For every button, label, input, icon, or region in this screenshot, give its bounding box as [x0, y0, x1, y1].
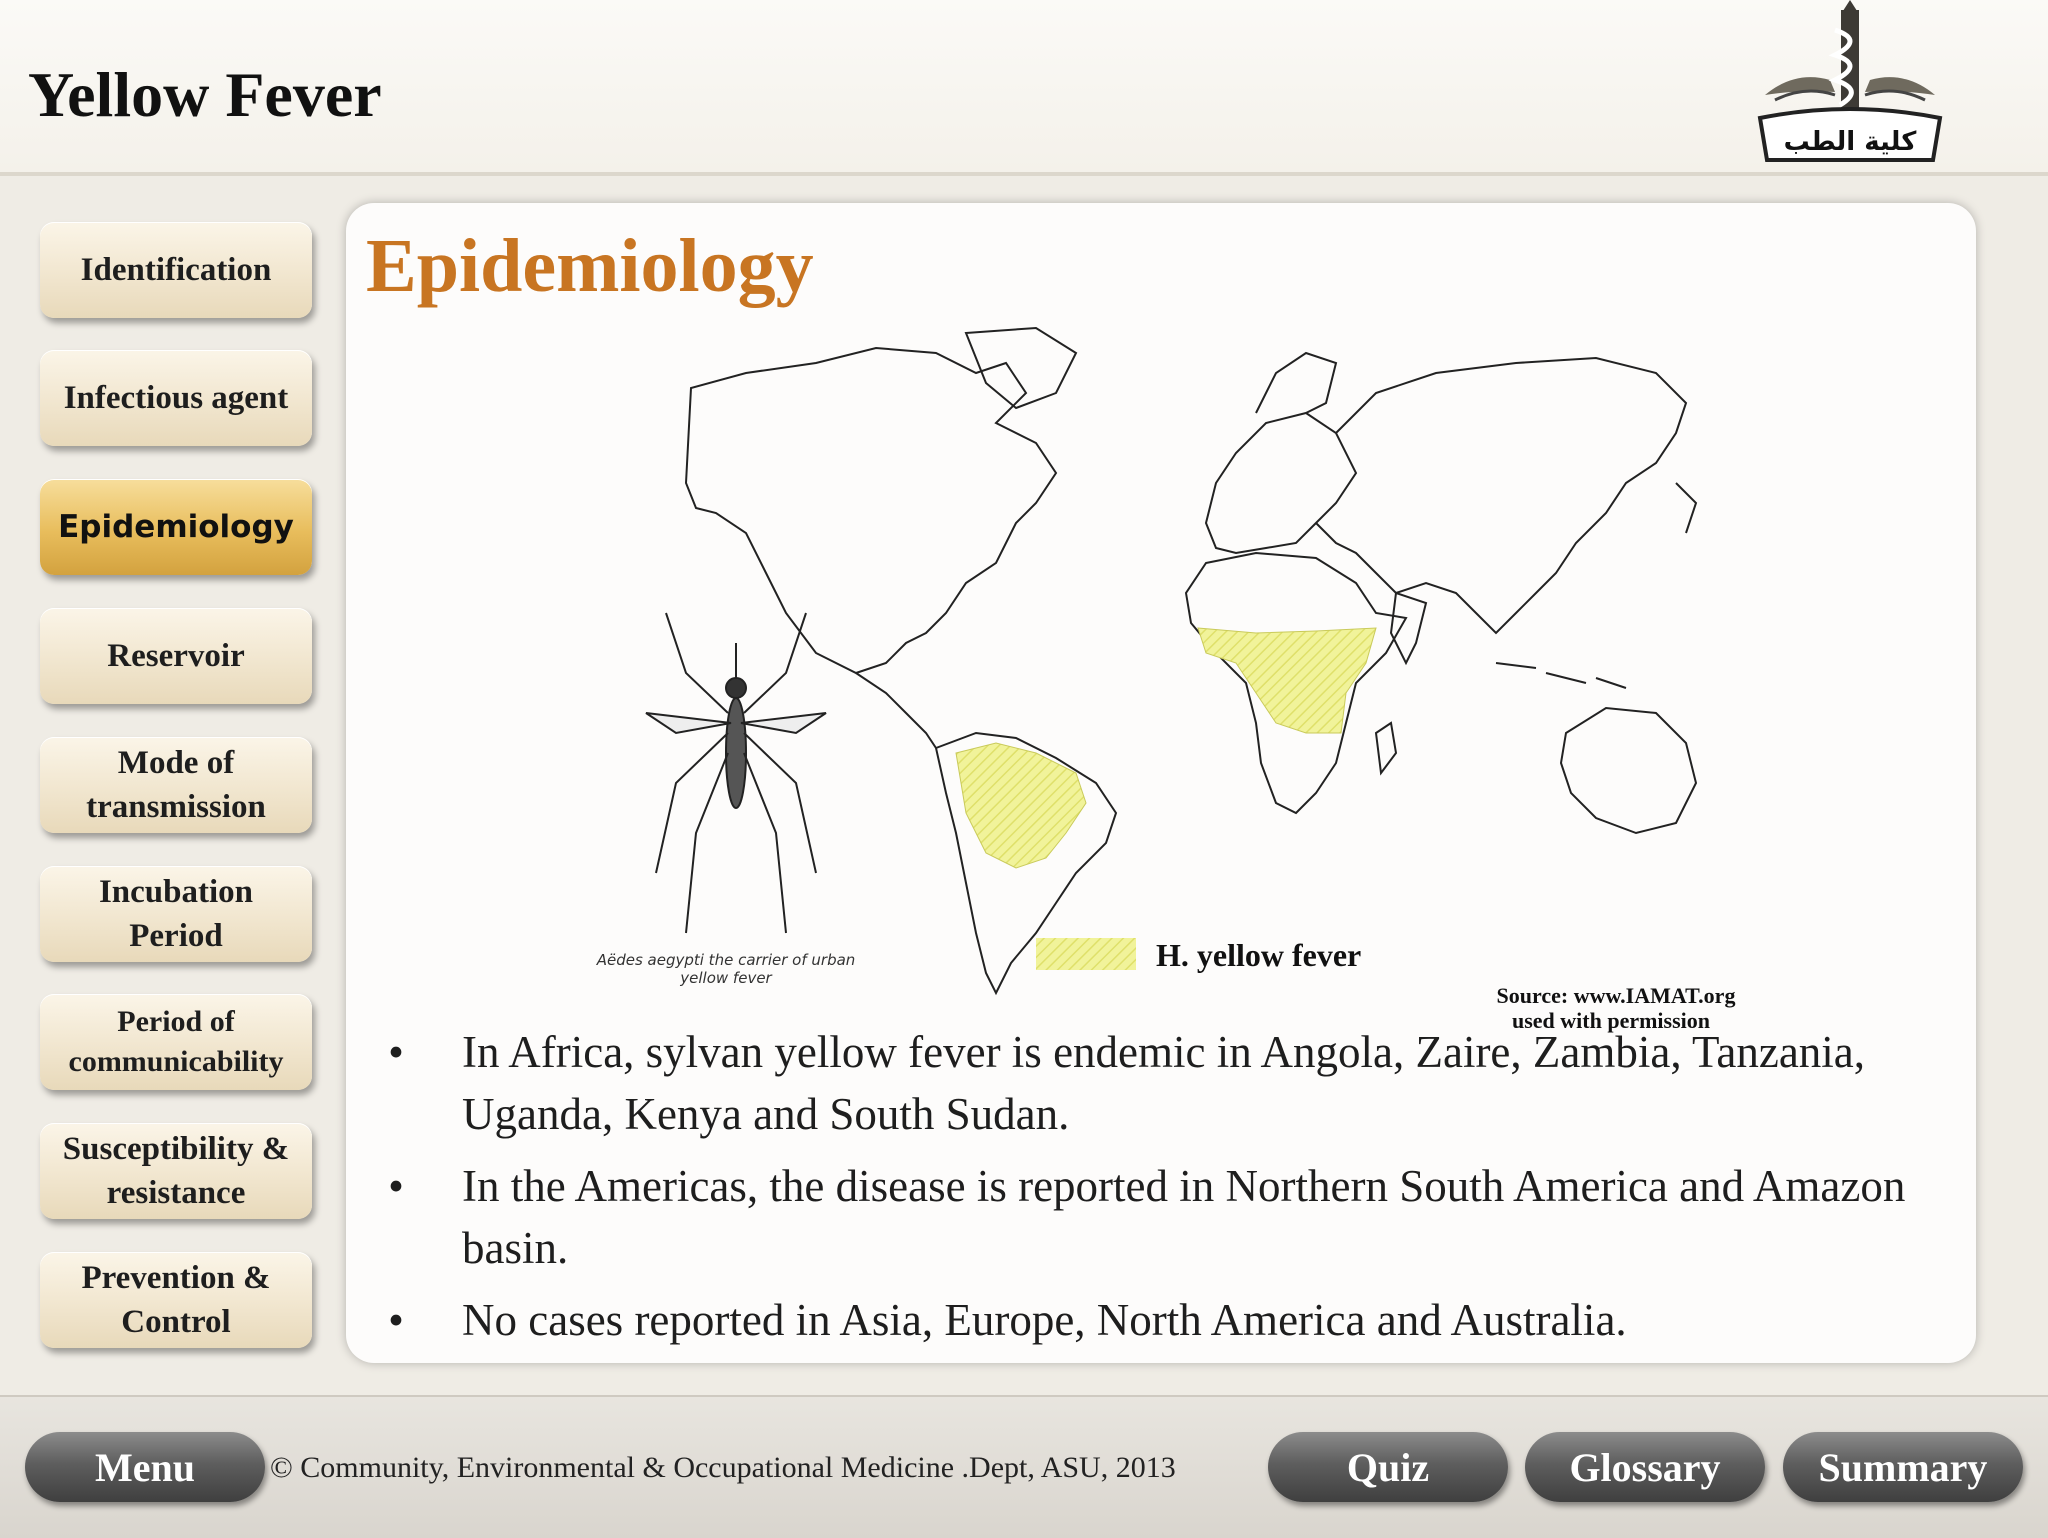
nav-incubation-period[interactable] [40, 866, 312, 962]
nav-label: Reservoir [107, 638, 245, 674]
section-title: Epidemiology [366, 224, 814, 308]
footer-bar [0, 1395, 2048, 1538]
bullet-item: • No cases reported in Asia, Europe, North America and Australia. [388, 1295, 1627, 1345]
world-map-figure [596, 313, 1856, 1033]
nav-epidemiology[interactable] [40, 479, 312, 575]
mosquito-caption-line2: yellow fever [680, 969, 772, 987]
nav-label: Identification [80, 252, 272, 288]
bullet-item: • In Africa, sylvan yellow fever is endemic in Angola, Zaire, Zambia, Tanzania, Uganda, Kenya and South Sudan. [388, 1027, 1866, 1139]
map-source-line2: used with permission [1511, 1008, 1711, 1033]
logo-text: كلية الطب [1783, 127, 1917, 157]
header-bar [0, 0, 2048, 176]
nav-label: Prevention & Control [81, 1260, 271, 1340]
nav-susceptibility-resistance[interactable] [40, 1123, 312, 1219]
nav-label: Mode of transmission [86, 745, 266, 825]
mosquito-illustration [646, 613, 826, 933]
continent-outlines [686, 328, 1696, 993]
nav-mode-of-transmission[interactable] [40, 737, 312, 833]
bullet-item: • In the Americas, the disease is reported in Northern South America and Amazon basin. [388, 1161, 1906, 1273]
nav-label: Period of communicability [68, 1005, 284, 1078]
legend-swatch [1036, 938, 1136, 970]
summary-button[interactable] [1783, 1432, 2023, 1502]
quiz-button[interactable] [1268, 1432, 1508, 1502]
menu-label: Menu [95, 1444, 195, 1490]
map-source-line1: Source: www.IAMAT.org [1496, 983, 1736, 1008]
app-title: Yellow Fever [28, 59, 382, 130]
nav-period-of-communicability[interactable] [40, 994, 312, 1090]
legend-label: H. yellow fever [1156, 937, 1362, 973]
nav-infectious-agent[interactable] [40, 350, 312, 446]
nav-identification[interactable] [40, 222, 312, 318]
copyright-text: © Community, Environmental & Occupational Medicine .Dept, ASU, 2013 [270, 1451, 1176, 1484]
nav-label: Susceptibility & resistance [62, 1131, 290, 1211]
nav-prevention-control[interactable] [40, 1252, 312, 1348]
bullet-text: In the Americas, the disease is reported in Northern South America and Amazon basin. [462, 1161, 1906, 1273]
menu-button[interactable] [25, 1432, 265, 1502]
endemic-zone-africa [1198, 628, 1376, 733]
nav-label: Infectious agent [63, 380, 289, 416]
content-panel [346, 203, 1976, 1363]
nav-label: Epidemiology [58, 509, 294, 545]
quiz-label: Quiz [1346, 1444, 1430, 1490]
nav-label: Incubation Period [98, 874, 254, 954]
bullet-text: In Africa, sylvan yellow fever is endemic in Angola, Zaire, Zambia, Tanzania, Uganda, Kenya and South Sudan. [462, 1027, 1866, 1139]
glossary-button[interactable] [1525, 1432, 1765, 1502]
mosquito-caption-line1: Aëdes aegypti the carrier of urban [596, 951, 856, 969]
bullet-text: No cases reported in Asia, Europe, North America and Australia. [462, 1295, 1627, 1345]
endemic-zone-south-america [956, 743, 1086, 868]
glossary-label: Glossary [1569, 1444, 1721, 1490]
faculty-logo [1755, 0, 1945, 170]
nav-reservoir[interactable] [40, 608, 312, 704]
summary-label: Summary [1818, 1444, 1988, 1490]
bullet-list [366, 1021, 1946, 1361]
